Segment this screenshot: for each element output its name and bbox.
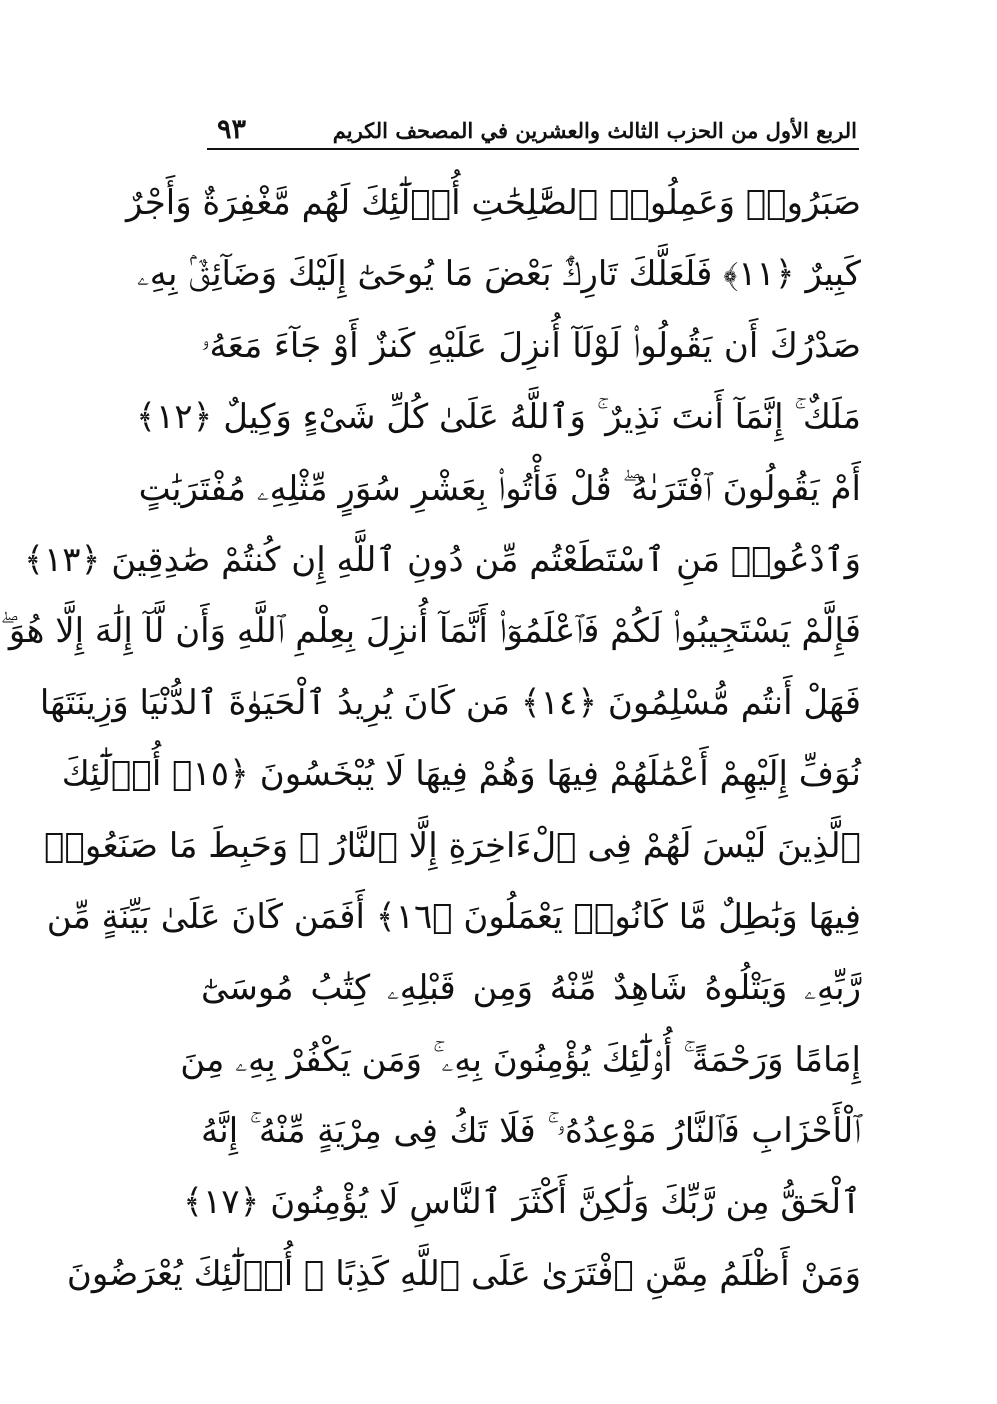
text-line: رَّبِّهِۦ وَيَتْلُوهُ شَاهِدٌ مِّنْهُ وَمِن قَبْلِهِۦ كِتَٰبُ مُوسَىٰٓ (201, 968, 861, 1009)
text-line: إِمَامًا وَرَحْمَةً ۚ أُو۟لَٰٓئِكَ يُؤْمِنُونَ بِهِۦ ۚ وَمَن يَكْفُرْ بِهِۦ مِنَ (180, 1039, 861, 1080)
text-line: ٱلْحَقُّ مِن رَّبِّكَ وَلَٰكِنَّ أَكْثَرَ ٱلنَّاسِ لَا يُؤْمِنُونَ ﴿١٧﴾ (183, 1182, 861, 1223)
text-line: صَدْرُكَ أَن يَقُولُوا۟ لَوْلَآ أُنزِلَ عَلَيْهِ كَنزٌ أَوْ جَآءَ مَعَهُۥ (201, 325, 861, 366)
verse-text-block (0, 168, 861, 1310)
text-line: أَمْ يَقُولُونَ ٱفْتَرَىٰهُ ۖ قُلْ فَأْتُوا۟ بِعَشْرِ سُوَرٍ مِّثْلِهِۦ مُفْتَرَيَٰتٍ (138, 468, 861, 509)
text-line: فَإِلَّمْ يَسْتَجِيبُوا۟ لَكُمْ فَٱعْلَمُوٓا۟ أَنَّمَآ أُنزِلَ بِعِلْمِ ٱللَّهِ وَأَن لَّآ إِلَٰهَ إِلَّا هُوَ ۖ (0, 611, 861, 652)
page-number: ٩٣ (217, 114, 247, 145)
text-line: مَلَكٌ ۚ إِنَّمَآ أَنتَ نَذِيرٌ ۚ وَٱللَّهُ عَلَىٰ كُلِّ شَىْءٍ وَكِيلٌ ﴿١٢﴾ (136, 397, 861, 438)
text-line: وَمَنْ أَظْلَمُ مِمَّنِ ٱفْتَرَىٰ عَلَى ٱللَّهِ كَذِبًا ۚ أُو۟لَٰٓئِكَ يُعْرَضُونَ (66, 1253, 861, 1294)
header-divider (207, 148, 859, 150)
text-line: فِيهَا وَبَٰطِلٌ مَّا كَانُوا۟ يَعْمَلُونَ ﴿١٦﴾ أَفَمَن كَانَ عَلَىٰ بَيِّنَةٍ مِّن (46, 896, 861, 937)
text-line: ٱلْأَحْزَابِ فَٱلنَّارُ مَوْعِدُهُۥ ۚ فَلَا تَكُ فِى مِرْيَةٍ مِّنْهُ ۚ إِنَّهُ (201, 1111, 861, 1152)
text-line: نُوَفِّ إِلَيْهِمْ أَعْمَٰلَهُمْ فِيهَا وَهُمْ فِيهَا لَا يُبْخَسُونَ ﴿١٥﴾ أُو۟لَٰٓئِكَ (61, 754, 861, 795)
text-line: فَهَلْ أَنتُم مُّسْلِمُونَ ﴿١٤﴾ مَن كَانَ يُرِيدُ ٱلْحَيَوٰةَ ٱلدُّنْيَا وَزِينَتَهَا (39, 682, 861, 723)
page-header-title: الربع الأول من الحزب الثالث والعشرين في المصحف الكريم (332, 118, 857, 143)
page-header (209, 112, 857, 152)
text-line: صَبَرُوا۟ وَعَمِلُوا۟ ٱلصَّٰلِحَٰتِ أُو۟لَٰٓئِكَ لَهُم مَّغْفِرَةٌ وَأَجْرٌ (125, 183, 861, 223)
text-line: ٱلَّذِينَ لَيْسَ لَهُمْ فِى ٱلْءَاخِرَةِ إِلَّا ٱلنَّارُ ۖ وَحَبِطَ مَا صَنَعُوا۟ (44, 825, 861, 866)
text-line: كَبِيرٌ ﴿١١﴾ فَلَعَلَّكَ تَارِكٌۢ بَعْضَ مَا يُوحَىٰٓ إِلَيْكَ وَضَآئِقٌۢ بِهِۦ (136, 254, 861, 295)
text-line: وَٱدْعُوا۟ مَنِ ٱسْتَطَعْتُم مِّن دُونِ ٱللَّهِ إِن كُنتُمْ صَٰدِقِينَ ﴿١٣﴾ (24, 539, 861, 580)
